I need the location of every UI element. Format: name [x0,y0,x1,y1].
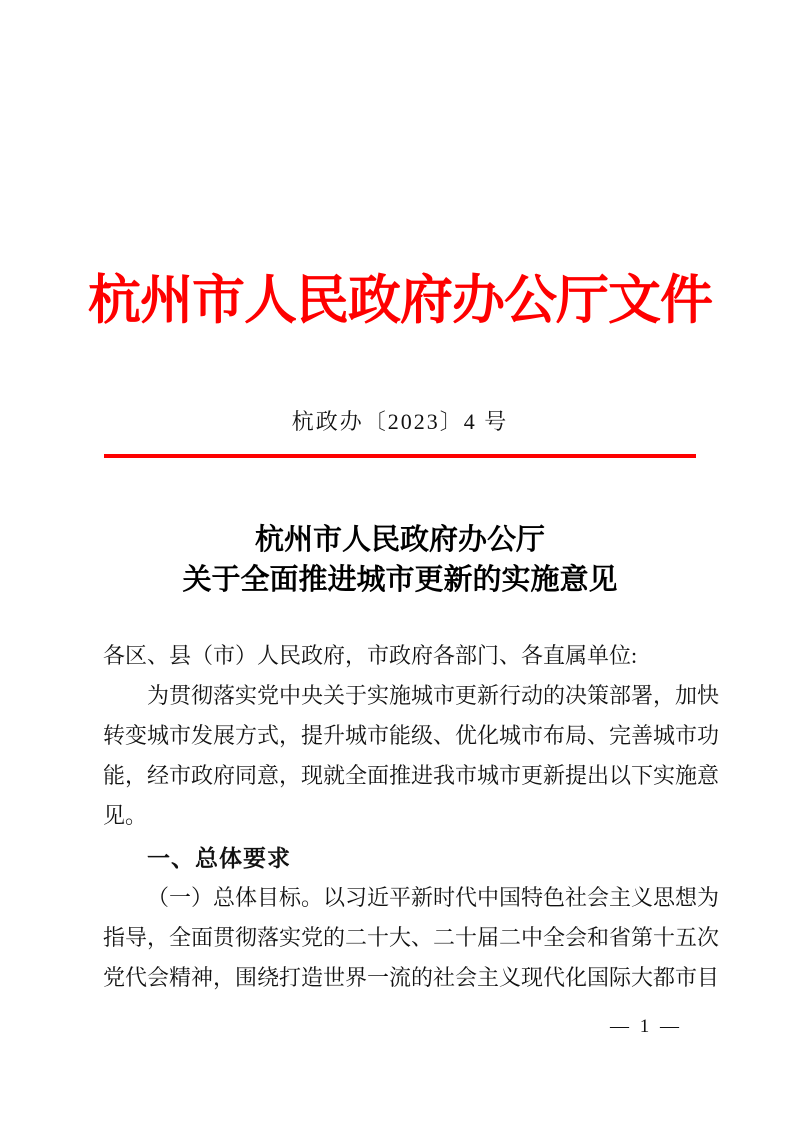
text-line: 党代会精神，围绕打造世界一流的社会主义现代化国际大都市目 [103,965,720,990]
document-title-line-1: 杭州市人民政府办公厅 [254,524,545,556]
text-line: 为贯彻落实党中央关于实施城市更新行动的决策部署，加快 [147,683,720,708]
red-divider-rule [104,454,696,458]
text-line: 转变城市发展方式，提升城市能级、优化城市布局、完善城市功 [103,723,720,748]
section-1-heading: 一、总体要求 [147,845,291,871]
document-reference-number: 杭政办〔2023〕4 号 [291,409,509,434]
document-title [0,520,800,600]
letterhead-title: 杭州市人民政府办公厅文件 [88,272,712,330]
salutation-line: 各区、县（市）人民政府，市政府各部门、各直属单位: [103,643,638,668]
text-line: 指导，全面贯彻落实党的二十大、二十届二中全会和省第十五次 [103,925,720,950]
text-line: （一）总体目标。以习近平新时代中国特色社会主义思想为 [147,885,720,910]
section-1-paragraph [103,878,720,998]
intro-paragraph [103,676,720,836]
text-line: 见。 [103,803,148,828]
text-line: 能，经市政府同意，现就全面推进我市城市更新提出以下实施意 [103,763,720,788]
document-title-line-2: 关于全面推进城市更新的实施意见 [182,564,618,596]
page-number: — 1 — [610,1016,682,1037]
